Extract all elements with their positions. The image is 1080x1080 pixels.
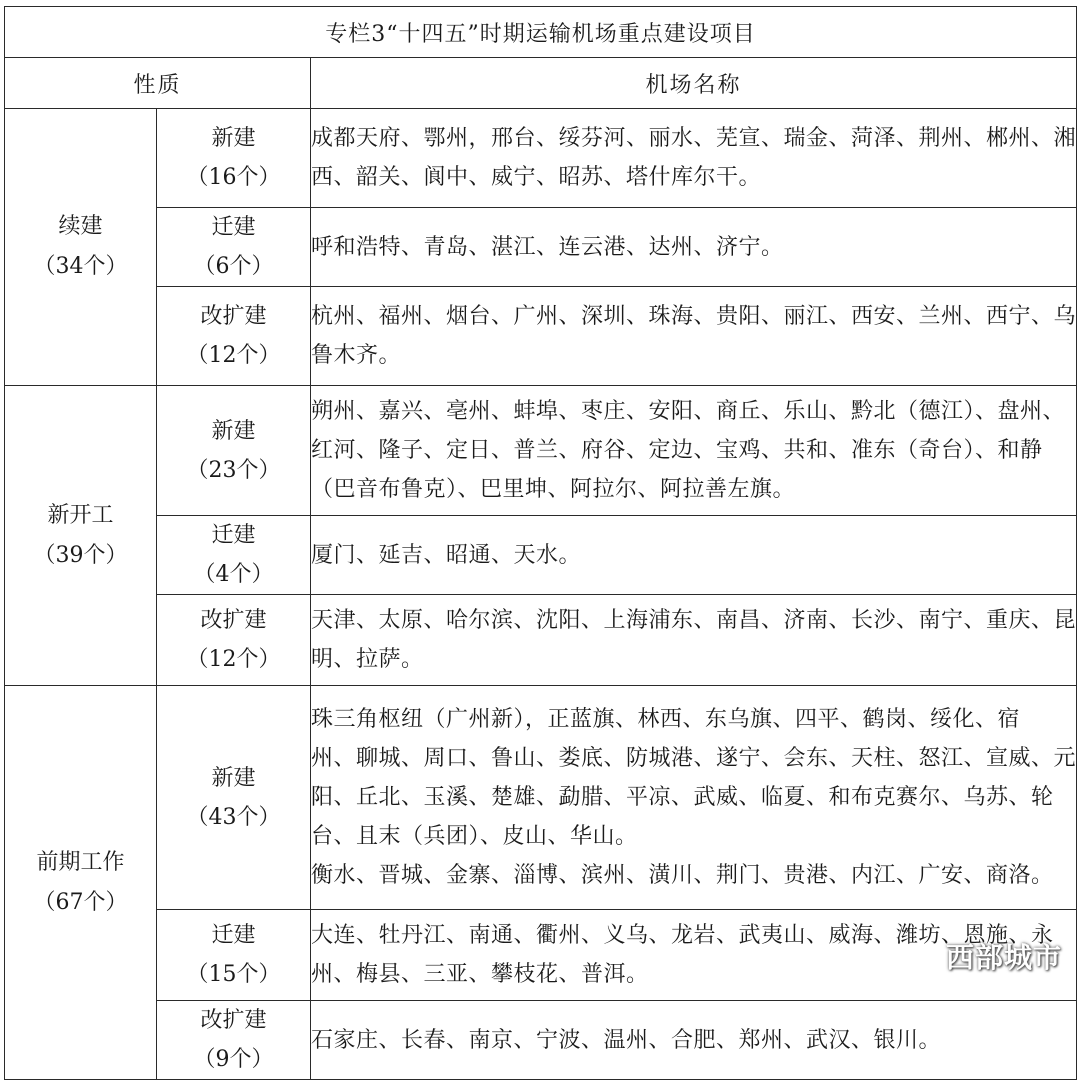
- project-type-label: 迁建: [211, 923, 256, 948]
- category-cell: [5, 109, 157, 386]
- category-cell: [5, 686, 157, 1080]
- project-type-cell: [157, 686, 311, 910]
- project-type-count: （4个）: [193, 562, 274, 587]
- project-type-count: （9个）: [193, 1047, 274, 1072]
- airport-names-line: 大连、牡丹江、南通、衢州、义乌、龙岩、武夷山、威海、潍坊、恩施、永: [311, 923, 1054, 948]
- airport-names-cell: [311, 686, 1077, 910]
- airport-names-line: 珠三角枢纽（广州新），正蓝旗、林西、东乌旗、四平、鹤岗、绥化、宿: [311, 707, 1021, 732]
- table-body: [5, 7, 1077, 1080]
- airport-names-cell: [311, 109, 1077, 208]
- table-row: [5, 109, 1077, 208]
- airport-projects-table: [4, 6, 1077, 1080]
- category-label: 新开工: [47, 502, 114, 528]
- airport-names-line: 天津、太原、哈尔滨、沈阳、上海浦东、南昌、济南、长沙、南宁、重庆、昆: [311, 608, 1077, 633]
- airport-names-line: 石家庄、长春、南京、宁波、温州、合肥、郑州、武汉、银川。: [311, 1027, 942, 1053]
- table-row: [5, 686, 1077, 910]
- project-type-cell: [157, 386, 311, 516]
- project-type-count: （12个）: [186, 647, 281, 672]
- airport-names-cell: [311, 595, 1077, 686]
- airport-names-line: （巴音布鲁克）、巴里坤、阿拉尔、阿拉善左旗。: [311, 477, 796, 502]
- project-type-count: （15个）: [186, 962, 281, 987]
- table-row: [5, 910, 1077, 1001]
- project-type-label: 改扩建: [200, 608, 267, 633]
- airport-names-cell: [311, 208, 1077, 287]
- table-title: 专栏3“十四五”时期运输机场重点建设项目: [5, 7, 1077, 58]
- project-type-count: （6个）: [193, 254, 274, 279]
- project-type-count: （12个）: [186, 343, 281, 368]
- airport-names-line: 朔州、嘉兴、亳州、蚌埠、枣庄、安阳、商丘、乐山、黔北（德江）、盘州、: [311, 399, 1066, 424]
- category-label: 续建: [58, 214, 103, 239]
- project-type-label: 迁建: [211, 215, 256, 240]
- project-type-cell: [157, 109, 311, 208]
- table-row: [5, 516, 1077, 595]
- category-count: （39个）: [33, 542, 128, 568]
- airport-names-cell: [311, 287, 1077, 386]
- table-row: [5, 287, 1077, 386]
- airport-names-line: 鲁木齐。: [311, 343, 402, 368]
- airport-names-line: 衡水、晋城、金寨、淄博、滨州、潢川、荆门、贵港、内江、广安、商洛。: [311, 863, 1054, 888]
- project-type-label: 改扩建: [200, 1008, 267, 1033]
- category-count: （34个）: [33, 254, 128, 279]
- project-type-count: （23个）: [186, 457, 281, 483]
- project-type-cell: [157, 208, 311, 287]
- category-label: 前期工作: [36, 849, 125, 875]
- title-row: [5, 7, 1077, 58]
- table-row: [5, 595, 1077, 686]
- airport-names-line: 州、聊城、周口、鲁山、娄底、防城港、遂宁、会东、天柱、怒江、宣威、元: [311, 746, 1077, 771]
- airport-names-line: 红河、隆子、定日、普兰、府谷、定边、宝鸡、共和、准东（奇台）、和静: [311, 438, 1043, 463]
- project-type-cell: [157, 910, 311, 1001]
- project-type-label: 迁建: [211, 523, 256, 548]
- airport-names-line: 西、韶关、阆中、威宁、昭苏、塔什库尔干。: [311, 165, 762, 190]
- airport-names-line: 州、梅县、三亚、攀枝花、普洱。: [311, 962, 649, 987]
- category-count: （67个）: [33, 889, 128, 915]
- project-type-label: 新建: [211, 418, 256, 444]
- table-row: [5, 208, 1077, 287]
- header-nature: 性质: [5, 58, 311, 109]
- airport-names-line: 杭州、福州、烟台、广州、深圳、珠海、贵阳、丽江、西安、兰州、西宁、乌: [311, 304, 1077, 329]
- airport-names-line: 呼和浩特、青岛、湛江、连云港、达州、济宁。: [311, 234, 784, 260]
- project-type-cell: [157, 595, 311, 686]
- airport-names-cell: [311, 1001, 1077, 1080]
- project-type-label: 新建: [211, 126, 256, 151]
- project-type-count: （16个）: [186, 165, 281, 190]
- airport-names-line: 台、且末（兵团）、皮山、华山。: [311, 824, 638, 849]
- table-row: [5, 1001, 1077, 1080]
- watermark-text: 西部城市: [945, 941, 1062, 974]
- airport-names-cell: [311, 386, 1077, 516]
- project-type-label: 新建: [211, 765, 256, 791]
- header-row: [5, 58, 1077, 109]
- project-type-cell: [157, 1001, 311, 1080]
- project-type-cell: [157, 516, 311, 595]
- project-type-cell: [157, 287, 311, 386]
- airport-names-line: 成都天府、鄂州，邢台、绥芬河、丽水、芜宣、瑞金、菏泽、荆州、郴州、湘: [311, 126, 1077, 151]
- airport-names-line: 阳、丘北、玉溪、楚雄、勐腊、平凉、武威、临夏、和布克赛尔、乌苏、轮: [311, 785, 1054, 810]
- airport-names-line: 厦门、延吉、昭通、天水。: [311, 542, 582, 568]
- airport-names-cell: [311, 516, 1077, 595]
- table-row: [5, 386, 1077, 516]
- project-type-label: 改扩建: [200, 304, 267, 329]
- header-airport-names: 机场名称: [311, 58, 1077, 109]
- airport-names-line: 明、拉萨。: [311, 647, 424, 672]
- category-cell: [5, 386, 157, 686]
- project-type-count: （43个）: [186, 804, 281, 830]
